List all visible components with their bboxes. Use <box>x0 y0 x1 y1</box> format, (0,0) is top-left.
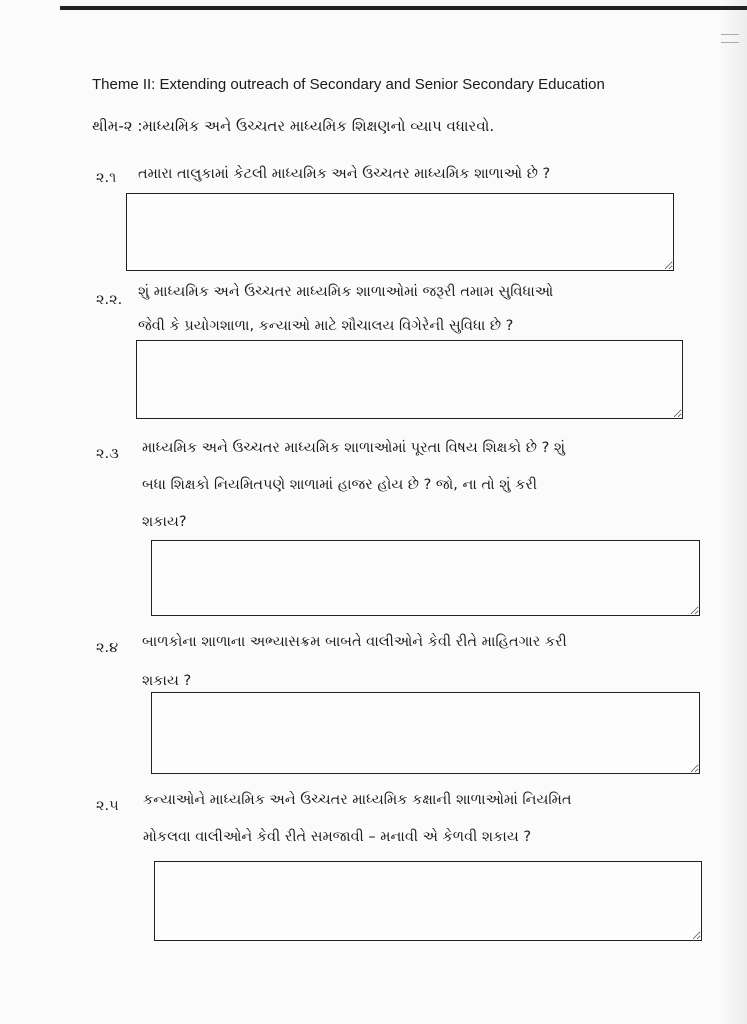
theme-title-gujarati: થીમ-૨ :માધ્યમિક અને ઉચ્ચતર માધ્યમિક શિક્ષણનો વ્યાપ વધારવો. <box>92 117 495 135</box>
answer-box-2-5[interactable] <box>154 861 702 941</box>
page-edge-shadow <box>717 0 747 1024</box>
theme-title-english: Theme II: Extending outreach of Secondary and Senior Secondary Education <box>92 76 605 93</box>
question-text: જેવી કે પ્રયોગશાળા, કન્યાઓ માટે શૌચાલય વિગેરેની સુવિધા છે ? <box>138 318 514 334</box>
question-text: શકાય ? <box>142 673 192 689</box>
question-number: ૨.૧ <box>96 170 117 186</box>
question-text: માધ્યમિક અને ઉચ્ચતર માધ્યમિક શાળાઓમાં પૂરતા વિષય શિક્ષકો છે ? શું <box>142 440 566 456</box>
question-text: મોકલવા વાલીઓને કેવી રીતે સમજાવી – મનાવી એ કેળવી શકાય ? <box>143 829 532 845</box>
question-text: બાળકોના શાળાના અભ્યાસક્રમ બાબતે વાલીઓને કેવી રીતે માહિતગાર કરી <box>142 634 567 650</box>
question-text: કન્યાઓને માધ્યમિક અને ઉચ્ચતર માધ્યમિક કક્ષાની શાળાઓમાં નિયમિત <box>143 792 572 808</box>
question-number: ૨.૫ <box>96 798 119 814</box>
answer-box-2-1[interactable] <box>126 193 674 271</box>
question-number: ૨.૨. <box>96 292 123 308</box>
question-text: તમારા તાલુકામાં કેટલી માધ્યમિક અને ઉચ્ચતર માધ્યમિક શાળાઓ છે ? <box>138 166 551 182</box>
question-number: ૨.૪ <box>96 640 119 656</box>
question-number: ૨.૩ <box>96 446 119 462</box>
edge-mark <box>721 34 739 35</box>
answer-box-2-2[interactable] <box>136 340 683 419</box>
question-text: શકાય? <box>142 514 187 530</box>
question-text: શું માધ્યમિક અને ઉચ્ચતર માધ્યમિક શાળાઓમાં જરૂરી તમામ સુવિધાઓ <box>138 284 554 300</box>
top-border-line <box>60 6 747 10</box>
answer-box-2-3[interactable] <box>151 540 700 616</box>
answer-box-2-4[interactable] <box>151 692 700 774</box>
question-text: બધા શિક્ષકો નિયમિતપણે શાળામાં હાજર હોય છે ? જો, ના તો શું કરી <box>142 477 537 493</box>
edge-mark <box>721 42 739 43</box>
